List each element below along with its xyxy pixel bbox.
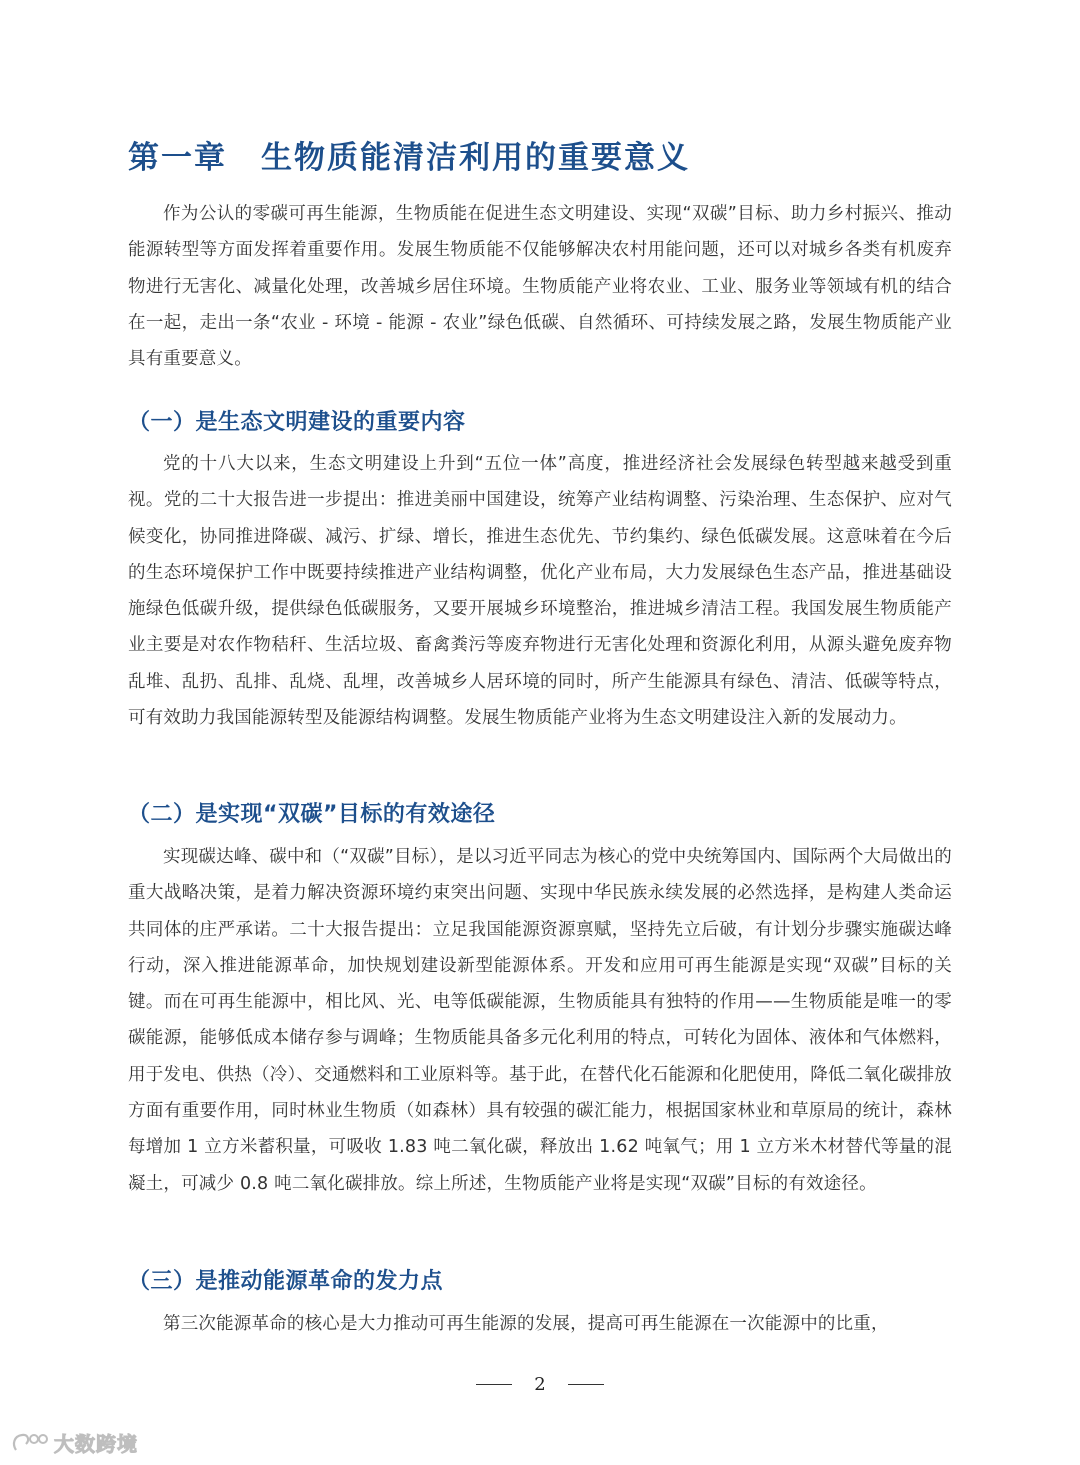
watermark — [10, 1428, 138, 1457]
page-number: 2 — [534, 1374, 546, 1395]
dashujk-logo-icon — [10, 1430, 50, 1456]
intro-paragraph: 作为公认的零碳可再生能源，生物质能在促进生态文明建设、实现“双碳”目标、助力乡村振兴、推动能源转型等方面发挥着重要作用。发展生物质能不仅能够解决农村用能问题，还可以对城乡各类有机废弃物进行无害化、减量化处理，改善城乡居住环境。生物质能产业将农业、工业、服务业等领域有机的结合在一起，走出一条“农业 - 环境 - 能源 - 农业”绿色低碳、自然循环、可持续发展之路，发展生物质能产业具有重要意义。 — [128, 204, 952, 370]
page-footer — [0, 1374, 1080, 1395]
watermark-text: 大数跨境 — [54, 1432, 138, 1456]
section-body-3: 第三次能源革命的核心是大力推动可再生能源的发展，提高可再生能源在一次能源中的比重， — [163, 1314, 889, 1334]
section-heading-1: （一）是生态文明建设的重要内容 — [128, 410, 466, 435]
section-heading-3: （三）是推动能源革命的发力点 — [128, 1269, 444, 1294]
section-body-2: 实现碳达峰、碳中和（“双碳”目标），是以习近平同志为核心的党中央统筹国内、国际两个大局做出的重大战略决策，是着力解决资源环境约束突出问题、实现中华民族永续发展的必然选择，是构建人类命运共同体的庄严承诺。二十大报告提出：立足我国能源资源禀赋，坚持先立后破，有计划分步骤实施碳达峰行动，深入推进能源革命，加快规划建设新型能源体系。开发和应用可再生能源是实现“双碳”目标的关键。而在可再生能源中，相比风、光、电等低碳能源，生物质能具有独特的作用——生物质能是唯一的零碳能源，能够低成本储存参与调峰；生物质能具备多元化利用的特点，可转化为固体、液体和气体燃料，用于发电、供热（冷）、交通燃料和工业原料等。基于此，在替代化石能源和化肥使用，降低二氧化碳排放方面有重要作用，同时林业生物质（如森林）具有较强的碳汇能力，根据国家林业和草原局的统计，森林每增加 1 立方米蓄积量，可吸收 1.83 吨二氧化碳，释放出 1.62 吨氧气；用 1 立方米木材替代等量的混凝土，可减少 0.8 吨二氧化碳排放。综上所述，生物质能产业将是实现“双碳”目标的有效途径。 — [128, 847, 952, 1194]
chapter-heading: 生物质能清洁利用的重要意义 — [261, 140, 690, 176]
footer-rule-right — [568, 1384, 604, 1386]
footer-rule-left — [476, 1384, 512, 1386]
chapter-title — [128, 132, 690, 177]
section-body-1: 党的十八大以来，生态文明建设上升到“五位一体”高度，推进经济社会发展绿色转型越来越受到重视。党的二十大报告进一步提出：推进美丽中国建设，统筹产业结构调整、污染治理、生态保护、应对气候变化，协同推进降碳、减污、扩绿、增长，推进生态优先、节约集约、绿色低碳发展。这意味着在今后的生态环境保护工作中既要持续推进产业结构调整，优化产业布局，大力发展绿色生态产品，推进基础设施绿色低碳升级，提供绿色低碳服务，又要开展城乡环境整治，推进城乡清洁工程。我国发展生物质能产业主要是对农作物秸秆、生活垃圾、畜禽粪污等废弃物进行无害化处理和资源化利用，从源头避免废弃物乱堆、乱扔、乱排、乱烧、乱埋，改善城乡人居环境的同时，所产生能源具有绿色、清洁、低碳等特点，可有效助力我国能源转型及能源结构调整。发展生物质能产业将为生态文明建设注入新的发展动力。 — [128, 454, 952, 729]
chapter-number: 第一章 — [128, 140, 227, 176]
section-heading-2: （二）是实现“双碳”目标的有效途径 — [128, 802, 496, 827]
